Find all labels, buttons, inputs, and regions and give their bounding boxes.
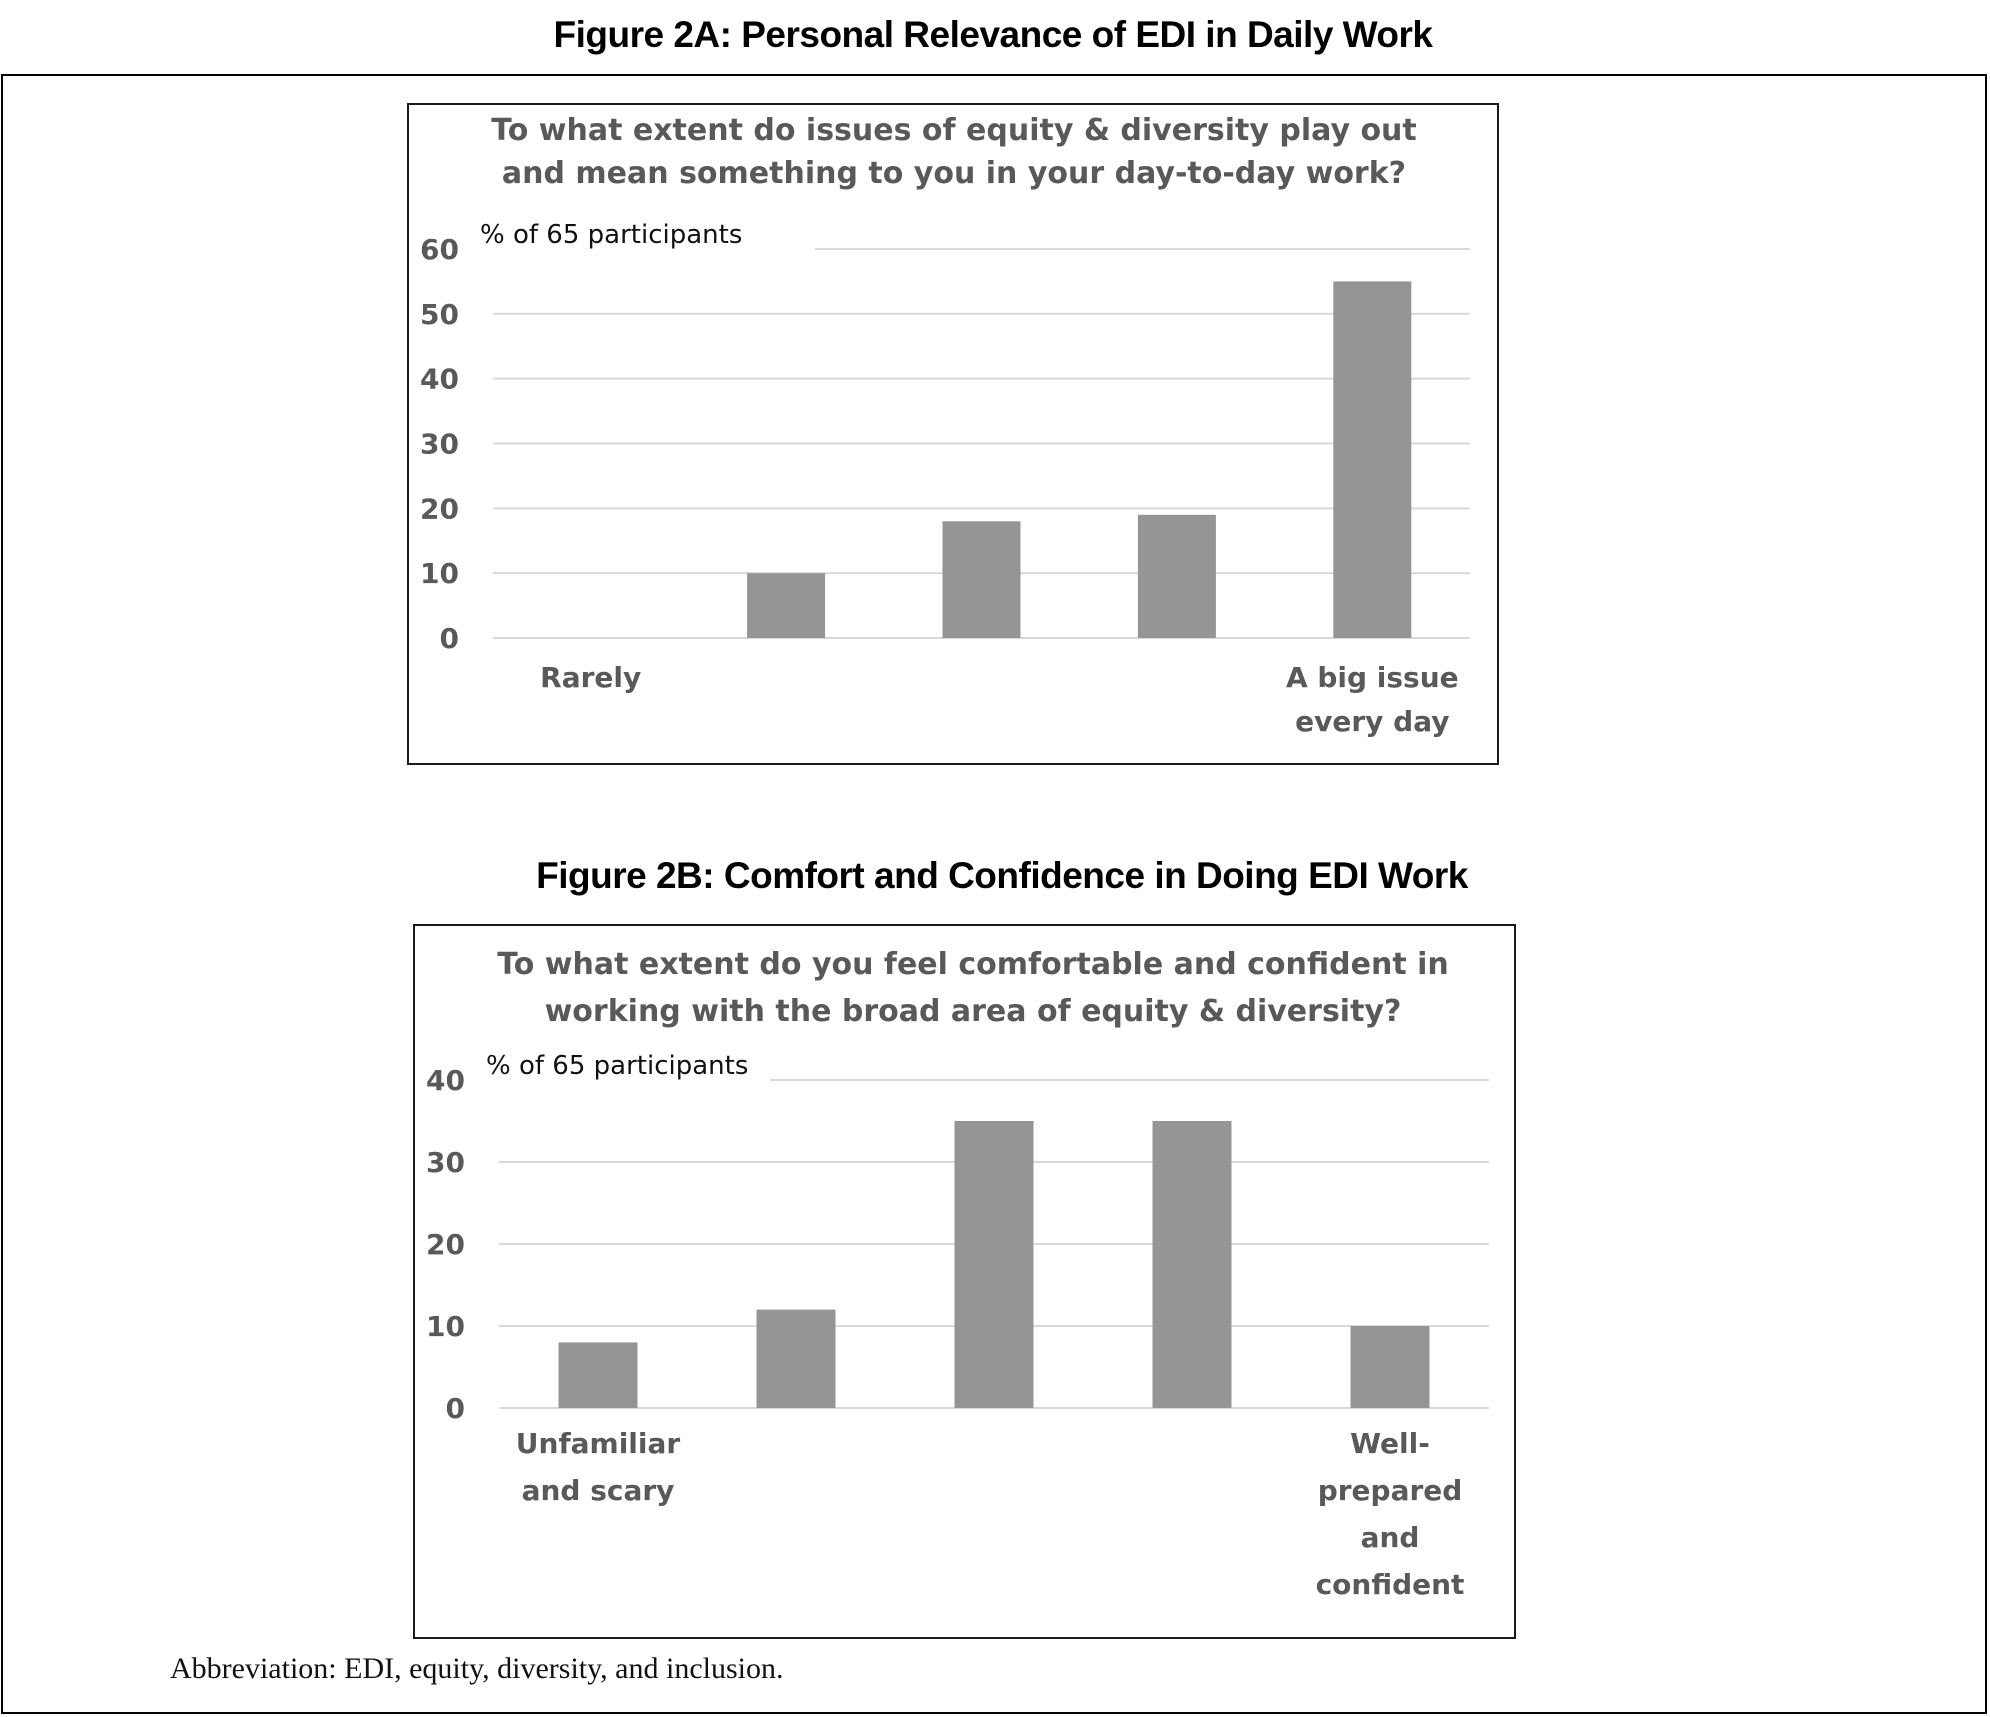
chart-b-y-tick-label: 30 bbox=[426, 1146, 465, 1179]
chart-a-y-tick-label: 60 bbox=[420, 233, 459, 266]
chart-b-y-tick-label: 20 bbox=[426, 1228, 465, 1261]
abbreviation-footnote: Abbreviation: EDI, equity, diversity, and inclusion. bbox=[170, 1652, 784, 1685]
chart-a-title-line: To what extent do issues of equity & diversity play out bbox=[491, 113, 1417, 148]
chart-a-y-tick-label: 10 bbox=[420, 557, 459, 591]
chart-b-bar bbox=[955, 1121, 1034, 1408]
chart-b-y-axis-label: % of 65 participants bbox=[486, 1051, 749, 1081]
chart-a-y-tick-label: 0 bbox=[439, 622, 459, 655]
chart-a-y-tick-label: 40 bbox=[420, 362, 459, 396]
chart-b-bar bbox=[1153, 1121, 1232, 1408]
chart-b-bar bbox=[1351, 1326, 1430, 1408]
figure-2a-title: Figure 2A: Personal Relevance of EDI in Daily Work bbox=[553, 14, 1433, 55]
chart-b-panel bbox=[413, 924, 1516, 1639]
chart-b-x-category-label: and bbox=[1360, 1521, 1420, 1554]
chart-a-bar bbox=[1333, 281, 1411, 638]
chart-a-y-tick-label: 30 bbox=[420, 427, 459, 461]
chart-a-y-axis-label: % of 65 participants bbox=[480, 220, 743, 250]
chart-a-panel bbox=[407, 103, 1499, 765]
chart-b bbox=[415, 926, 1514, 1637]
chart-b-y-tick-label: 40 bbox=[426, 1064, 465, 1097]
chart-a-bar bbox=[943, 521, 1021, 638]
chart-b-title-line: working with the broad area of equity & diversity? bbox=[544, 994, 1402, 1029]
chart-a bbox=[409, 105, 1497, 763]
chart-b-x-category-label: confident bbox=[1315, 1568, 1465, 1601]
chart-b-x-category-label: prepared bbox=[1317, 1474, 1463, 1507]
figure-2b-title: Figure 2B: Comfort and Confidence in Doing EDI Work bbox=[536, 855, 1468, 896]
chart-a-x-category-label: A big issue bbox=[1285, 661, 1459, 694]
chart-a-y-tick-label: 50 bbox=[420, 297, 459, 331]
chart-a-bar bbox=[1138, 515, 1216, 638]
chart-a-title-line: and mean something to you in your day-to-day work? bbox=[501, 156, 1407, 191]
chart-a-x-category-label: Rarely bbox=[540, 661, 642, 694]
chart-b-y-tick-label: 0 bbox=[445, 1392, 465, 1425]
chart-b-bar bbox=[757, 1310, 836, 1408]
chart-a-bar bbox=[747, 573, 825, 638]
chart-a-x-category-label: every day bbox=[1295, 705, 1450, 738]
chart-b-y-tick-label: 10 bbox=[426, 1310, 465, 1343]
chart-a-y-tick-label: 20 bbox=[420, 492, 459, 526]
chart-b-title-line: To what extent do you feel comfortable and confident in bbox=[497, 947, 1449, 982]
chart-b-x-category-label: Unfamiliar bbox=[515, 1427, 681, 1460]
chart-b-x-category-label: Well- bbox=[1350, 1427, 1430, 1460]
chart-b-bar bbox=[559, 1342, 638, 1408]
chart-b-x-category-label: and scary bbox=[521, 1474, 675, 1507]
